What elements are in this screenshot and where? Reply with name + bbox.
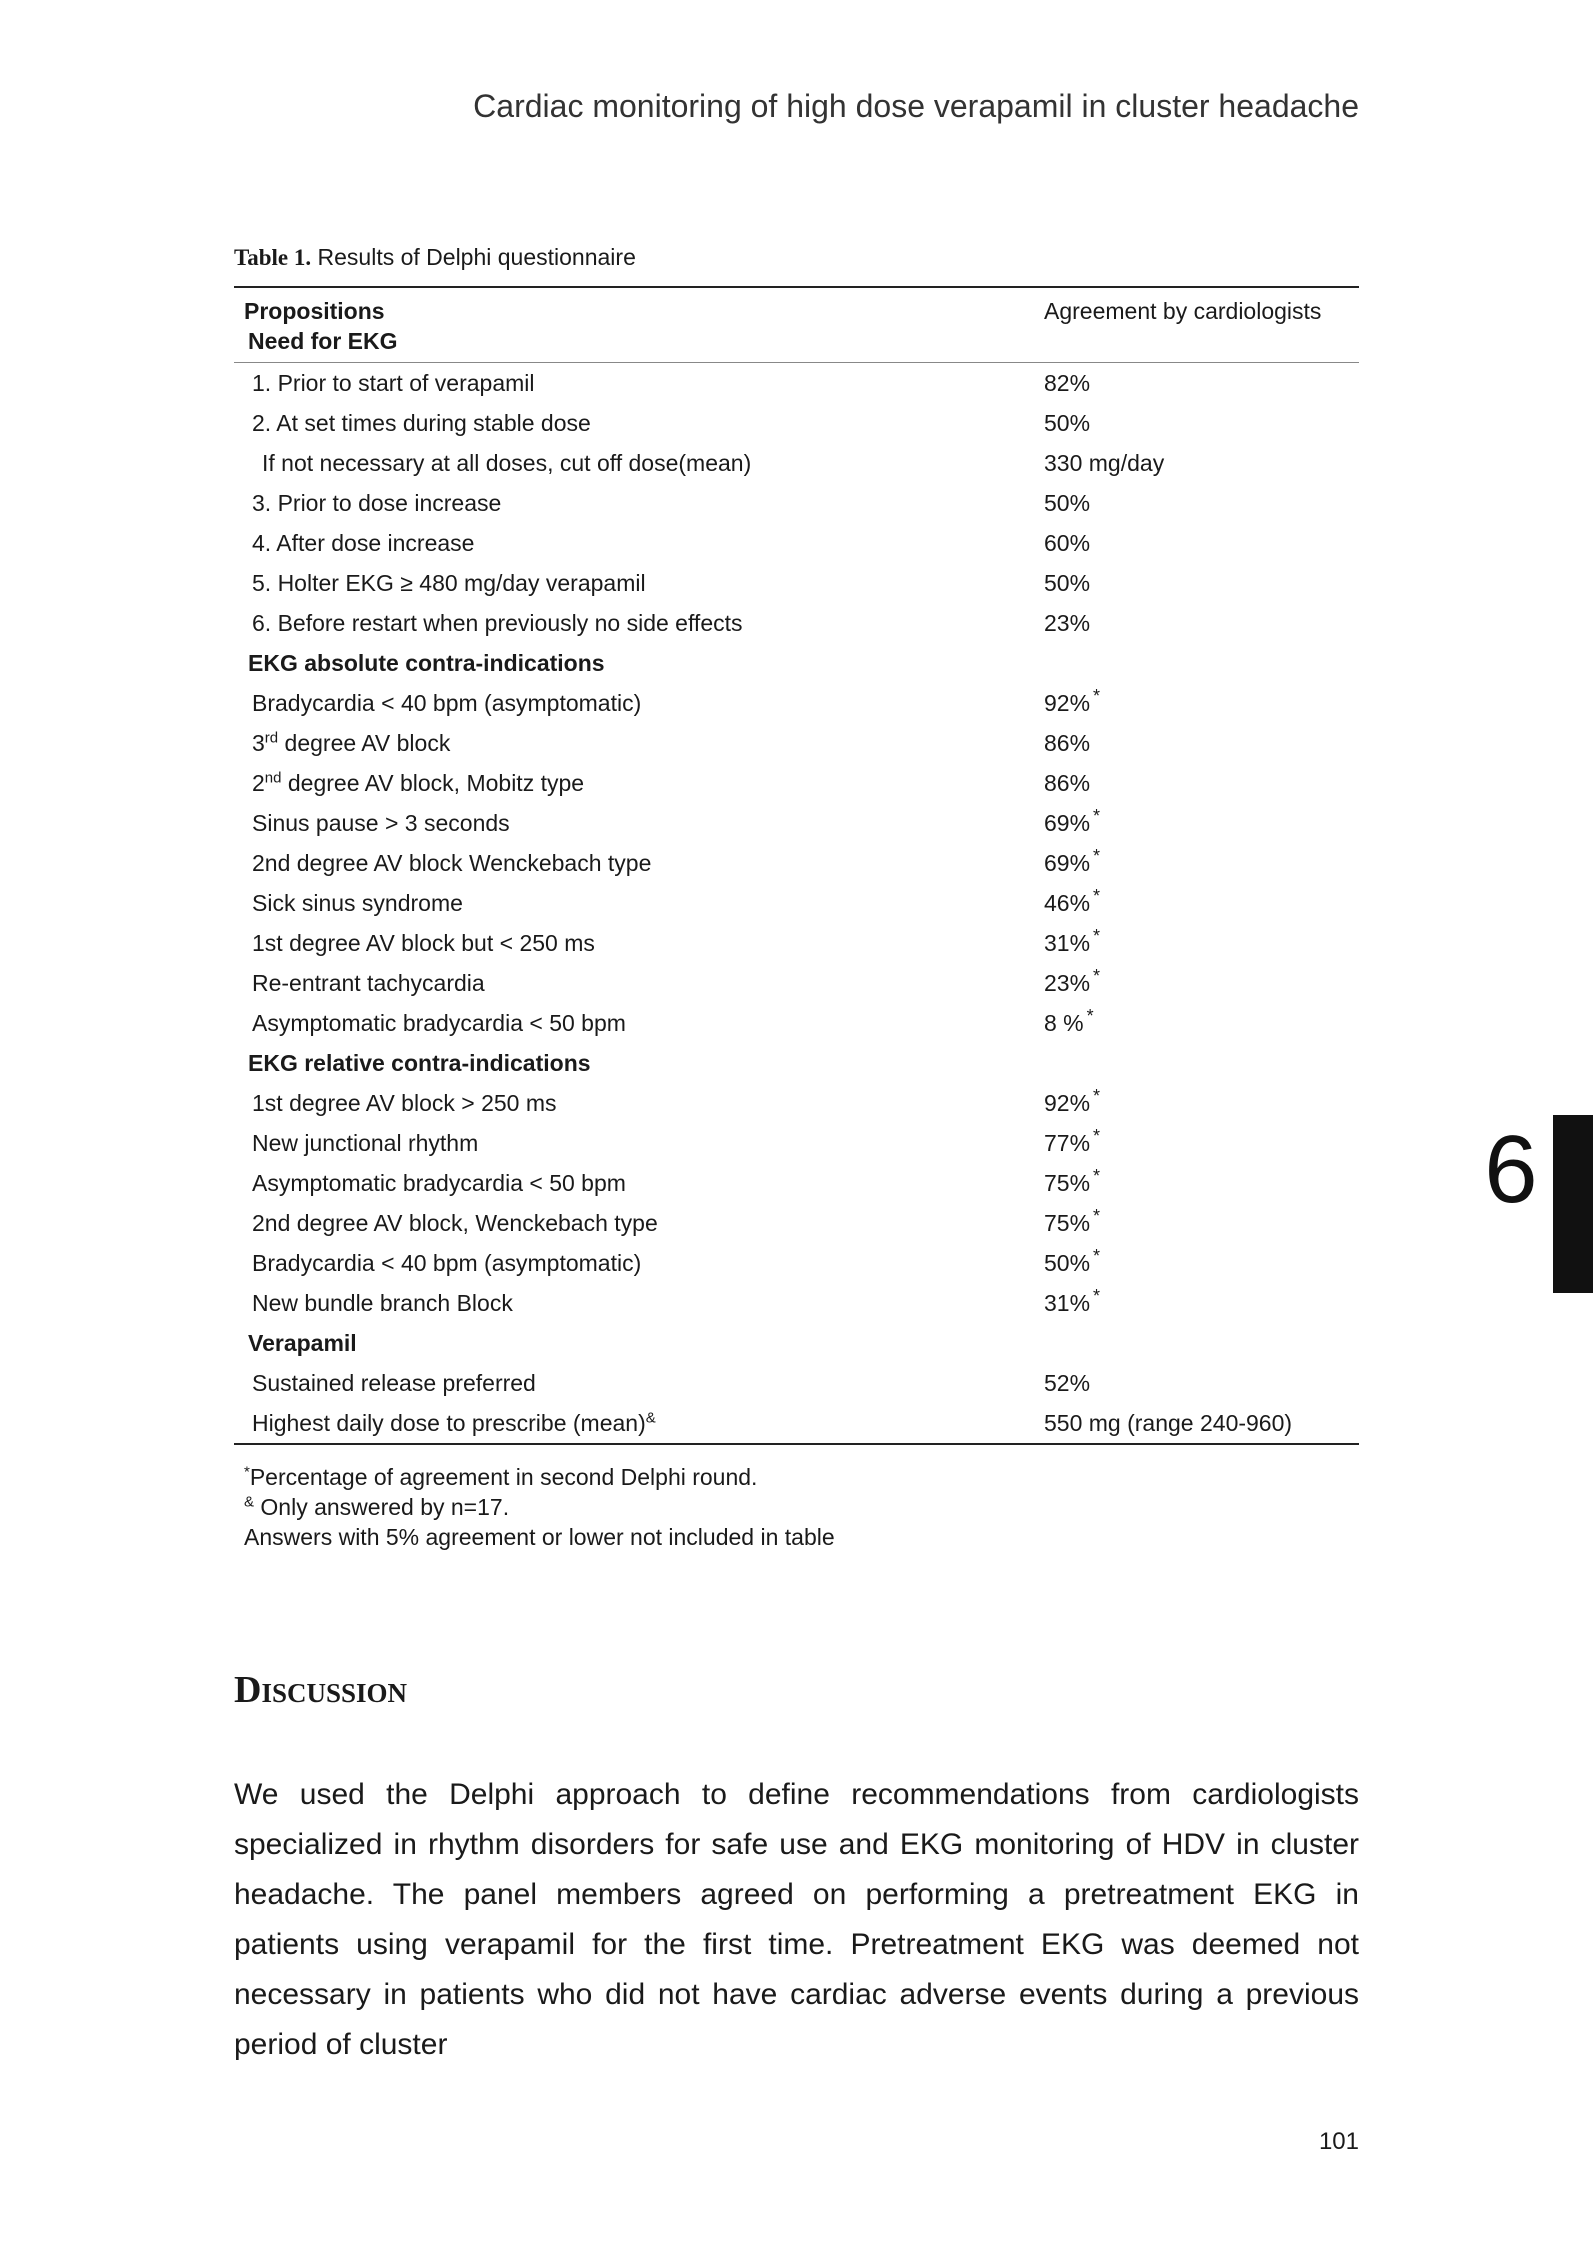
agreement-cell — [1044, 843, 1359, 883]
agreement-value: 75% — [1044, 1169, 1091, 1196]
agreement-value: 77% — [1044, 1129, 1091, 1156]
table-caption — [234, 244, 636, 271]
second-round-marker: * — [1093, 1205, 1101, 1226]
second-round-marker: * — [1093, 805, 1101, 826]
table-caption-label: Table 1. — [234, 245, 312, 270]
table-row — [234, 683, 1359, 723]
ordinal-number: 3 — [252, 729, 265, 756]
table-header-row — [234, 287, 1359, 363]
section-absolute-heading: EKG absolute contra-indications — [248, 649, 605, 676]
proposition-text: degree AV block — [278, 729, 451, 756]
proposition-cell: 1st degree AV block but < 250 ms — [252, 929, 595, 956]
agreement-cell: 82% — [1044, 369, 1091, 396]
table-row — [234, 1243, 1359, 1283]
table-row — [234, 883, 1359, 923]
section-row — [234, 1043, 1359, 1083]
ordinal-suffix: rd — [264, 728, 279, 746]
proposition-cell: 2. At set times during stable dose — [252, 409, 591, 436]
agreement-value: 69% — [1044, 809, 1091, 836]
agreement-cell — [1044, 923, 1359, 963]
table-row — [234, 963, 1359, 1003]
proposition-cell: Re-entrant tachycardia — [252, 969, 485, 996]
agreement-cell — [1044, 803, 1359, 843]
table-row — [234, 603, 1359, 643]
table-caption-text: Results of Delphi questionnaire — [311, 244, 636, 270]
proposition-cell — [234, 1403, 1044, 1444]
agreement-cell — [1044, 963, 1359, 1003]
agreement-cell: 52% — [1044, 1369, 1091, 1396]
agreement-cell: 23% — [1044, 609, 1091, 636]
table-row — [234, 403, 1359, 443]
table-row — [234, 1283, 1359, 1323]
footnote-n17 — [244, 1492, 835, 1522]
agreement-cell — [1044, 1083, 1359, 1123]
agreement-value: 8 % — [1044, 1009, 1084, 1036]
agreement-cell: 50% — [1044, 569, 1091, 596]
table-row — [234, 563, 1359, 603]
running-header: Cardiac monitoring of high dose verapamil in cluster headache — [473, 88, 1359, 124]
table-row — [234, 1123, 1359, 1163]
agreement-cell: 50% — [1044, 489, 1091, 516]
proposition-cell: Sinus pause > 3 seconds — [252, 809, 510, 836]
agreement-cell — [1044, 1203, 1359, 1243]
table-row — [234, 1083, 1359, 1123]
ordinal-number: 2 — [252, 769, 265, 796]
second-round-marker: * — [1093, 1165, 1101, 1186]
proposition-cell — [234, 723, 1044, 763]
proposition-cell: Asymptomatic bradycardia < 50 bpm — [252, 1009, 626, 1036]
agreement-cell: 50% — [1044, 409, 1091, 436]
discussion-paragraph: We used the Delphi approach to define recommendations from cardiologists specialized in rhythm disorders for safe use and EKG monitoring of HDV in cluster headache. The panel members agreed on performing a pretreatment EKG in patients using verapamil for the first time. Pretreatment EKG was deemed not necessary in patients who did not have cardiac adverse events during a previous period of cluster — [234, 1778, 1359, 2061]
table-row — [234, 523, 1359, 563]
table-row — [234, 1363, 1359, 1403]
section-row — [234, 1323, 1359, 1363]
agreement-cell: 330 mg/day — [1044, 449, 1165, 476]
agreement-value: 69% — [1044, 849, 1091, 876]
table-row — [234, 923, 1359, 963]
second-round-marker: * — [1093, 965, 1101, 986]
section-row — [234, 643, 1359, 683]
table-row — [234, 483, 1359, 523]
proposition-cell: 3. Prior to dose increase — [252, 489, 502, 516]
header-propositions-label: Propositions — [244, 298, 385, 324]
agreement-cell — [1044, 1243, 1359, 1283]
proposition-cell: 1st degree AV block > 250 ms — [252, 1089, 557, 1116]
table-footnotes — [244, 1462, 835, 1552]
second-round-marker: * — [1086, 1005, 1094, 1026]
proposition-cell: If not necessary at all doses, cut off dose(mean) — [262, 449, 752, 476]
agreement-value: 46% — [1044, 889, 1091, 916]
agreement-value: 75% — [1044, 1209, 1091, 1236]
header-propositions — [234, 287, 1044, 363]
table-row — [234, 723, 1359, 763]
proposition-cell — [234, 763, 1044, 803]
results-table-container — [234, 286, 1359, 1445]
proposition-cell: Asymptomatic bradycardia < 50 bpm — [252, 1169, 626, 1196]
agreement-value: 31% — [1044, 929, 1091, 956]
agreement-value: 50% — [1044, 1249, 1091, 1276]
agreement-value: 31% — [1044, 1289, 1091, 1316]
proposition-cell: Bradycardia < 40 bpm (asymptomatic) — [252, 689, 642, 716]
second-round-marker: * — [1093, 1245, 1101, 1266]
proposition-text: Highest daily dose to prescribe (mean) — [252, 1409, 646, 1436]
table-row — [234, 803, 1359, 843]
agreement-cell — [1044, 1123, 1359, 1163]
proposition-cell: New junctional rhythm — [252, 1129, 479, 1156]
agreement-cell — [1044, 1003, 1359, 1043]
agreement-cell: 60% — [1044, 529, 1091, 556]
agreement-cell — [1044, 883, 1359, 923]
proposition-cell: 6. Before restart when previously no side effects — [252, 609, 743, 636]
agreement-value: 23% — [1044, 969, 1091, 996]
table-row — [234, 843, 1359, 883]
agreement-value: 92% — [1044, 689, 1091, 716]
table-row — [234, 443, 1359, 483]
table-row — [234, 363, 1359, 404]
second-round-marker: * — [1093, 685, 1101, 706]
agreement-cell — [1044, 1163, 1359, 1203]
footnote-marker: & — [244, 1493, 255, 1511]
header-agreement: Agreement by cardiologists — [1044, 298, 1322, 324]
proposition-text: degree AV block, Mobitz type — [281, 769, 585, 796]
footnote-excluded: Answers with 5% agreement or lower not included in table — [244, 1524, 835, 1550]
proposition-cell: 1. Prior to start of verapamil — [252, 369, 535, 396]
proposition-cell: 5. Holter EKG ≥ 480 mg/day verapamil — [252, 569, 646, 596]
footnote-text: Percentage of agreement in second Delphi round. — [249, 1464, 758, 1490]
proposition-cell: 2nd degree AV block Wenckebach type — [252, 849, 652, 876]
second-round-marker: * — [1093, 885, 1101, 906]
section-verapamil-heading: Verapamil — [248, 1329, 357, 1356]
agreement-cell — [1044, 1283, 1359, 1323]
section-need-for-ekg: Need for EKG — [248, 328, 398, 354]
second-round-marker: * — [1093, 845, 1101, 866]
footnote-marker: * — [244, 1463, 250, 1481]
second-round-marker: * — [1093, 1125, 1101, 1146]
discussion-heading: Discussion — [234, 1669, 408, 1711]
footnote-text: Only answered by n=17. — [254, 1494, 510, 1520]
proposition-cell: New bundle branch Block — [252, 1289, 513, 1316]
table-row — [234, 1203, 1359, 1243]
second-round-marker: * — [1093, 925, 1101, 946]
chapter-tab-marker — [1553, 1115, 1593, 1293]
section-relative-heading: EKG relative contra-indications — [248, 1049, 591, 1076]
results-table — [234, 286, 1359, 1445]
proposition-cell: 2nd degree AV block, Wenckebach type — [252, 1209, 658, 1236]
table-row — [234, 1003, 1359, 1043]
agreement-cell: 550 mg (range 240-960) — [1044, 1409, 1293, 1436]
table-row — [234, 1403, 1359, 1444]
footnote-marker: & — [645, 1408, 656, 1426]
agreement-cell: 86% — [1044, 769, 1091, 796]
page-number: 101 — [1318, 2128, 1359, 2155]
agreement-cell: 86% — [1044, 729, 1091, 756]
footnote-second-round — [244, 1462, 835, 1492]
proposition-cell: Sustained release preferred — [252, 1369, 536, 1396]
table-row — [234, 1163, 1359, 1203]
proposition-cell: 4. After dose increase — [252, 529, 475, 556]
chapter-number: 6 — [1484, 1116, 1538, 1223]
agreement-value: 92% — [1044, 1089, 1091, 1116]
ordinal-suffix: nd — [264, 768, 282, 786]
second-round-marker: * — [1093, 1085, 1101, 1106]
proposition-cell: Bradycardia < 40 bpm (asymptomatic) — [252, 1249, 642, 1276]
proposition-cell: Sick sinus syndrome — [252, 889, 463, 916]
second-round-marker: * — [1093, 1285, 1101, 1306]
table-row — [234, 763, 1359, 803]
agreement-cell — [1044, 683, 1359, 723]
